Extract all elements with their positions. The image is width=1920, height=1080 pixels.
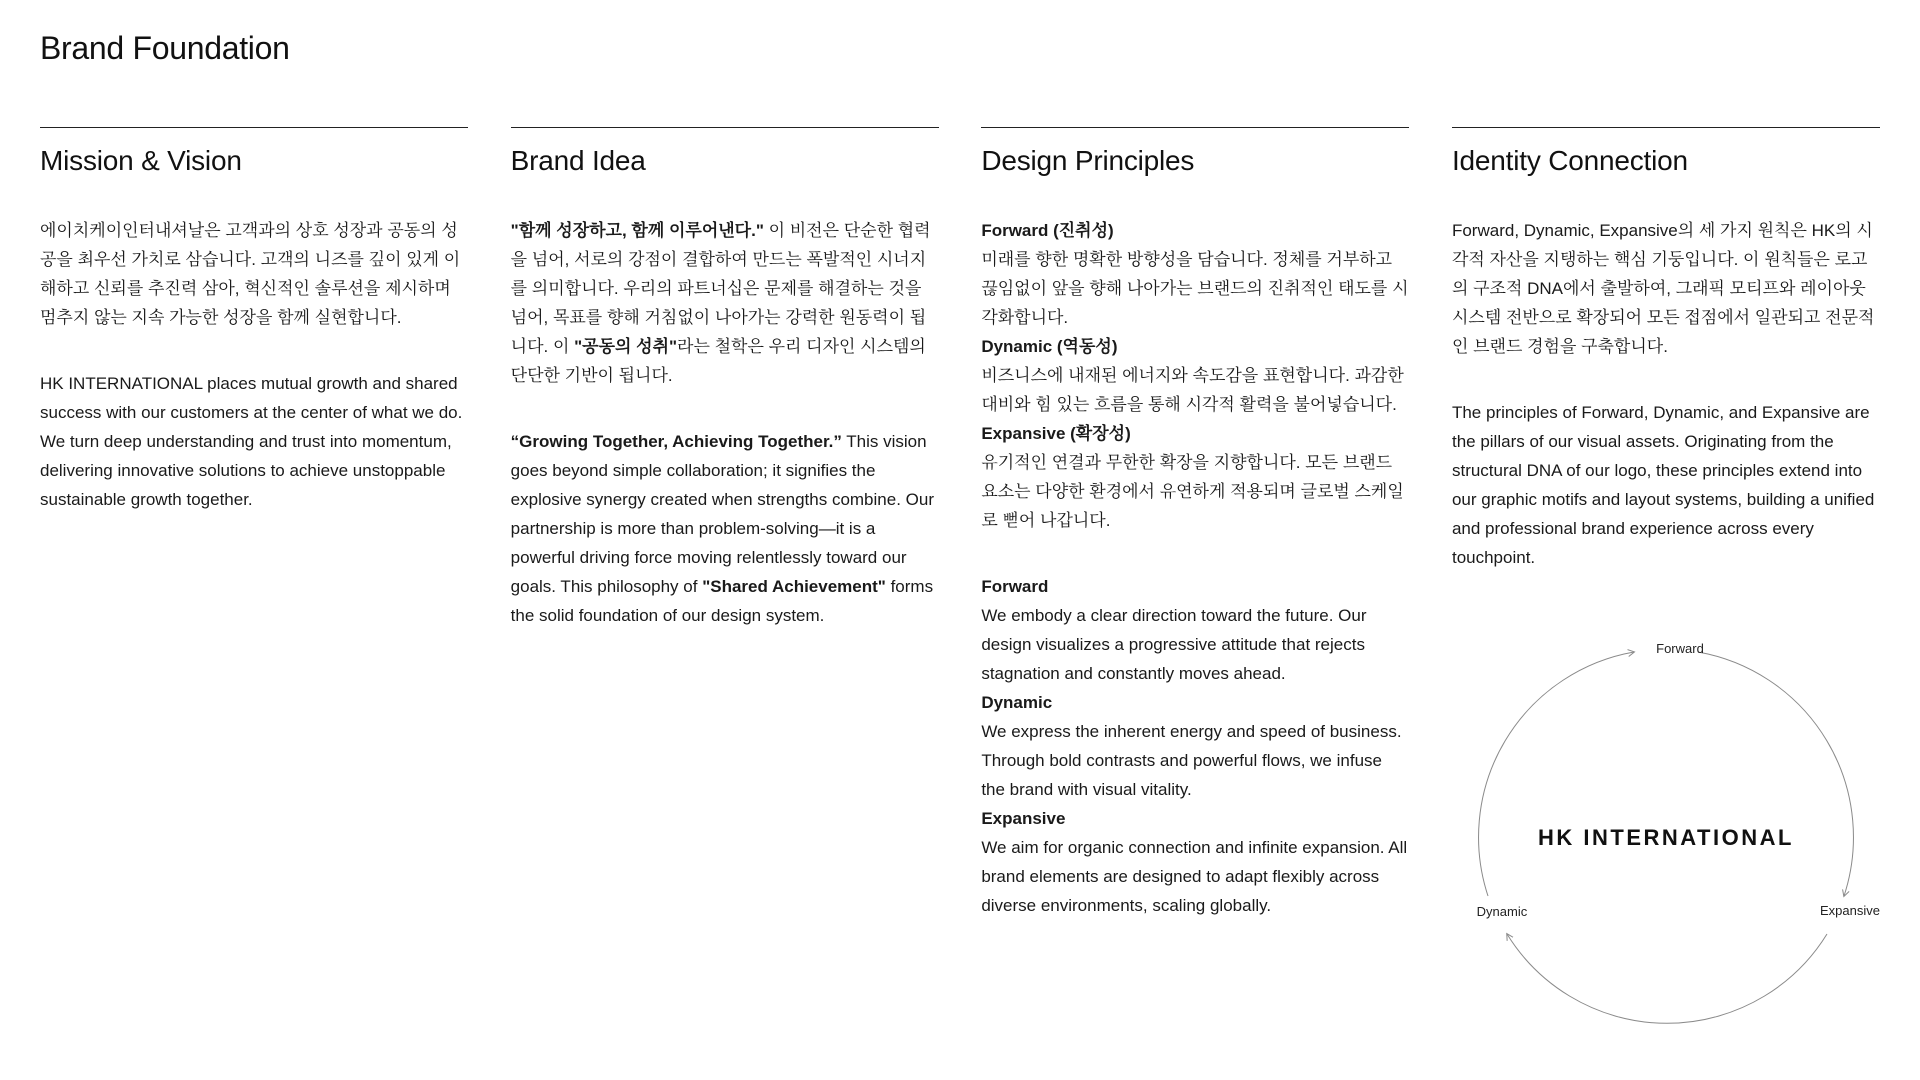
- identity-connection-column: [1452, 127, 1880, 1032]
- principle-en-title: Expansive: [981, 808, 1066, 828]
- principle-ko-title: Forward (진취성): [981, 220, 1114, 240]
- arc-expansive-to-dynamic: [1507, 934, 1827, 1023]
- diagram-label-expansive: Expansive: [1819, 902, 1880, 918]
- brand-idea-body: [511, 216, 939, 630]
- arc-forward-to-expansive: [1698, 652, 1853, 896]
- brand-idea-en-text-1: This vision goes beyond simple collaboration; it signifies the explosive synergy created when strengths combine. Our partnership is more than problem-solving—it is a powerful driving force moving relentlessly toward our goals. This philosophy of: [510, 431, 934, 596]
- principle-en-text: We embody a clear direction toward the future. Our design visualizes a progressive attitude that rejects stagnation and constantly moves ahead.: [981, 605, 1367, 683]
- principle-en-text: We aim for organic connection and infinite expansion. All brand elements are designed to adapt flexibly across diverse environments, scaling globally.: [981, 837, 1408, 915]
- brand-idea-ko-text-1: 이 비전은 단순한 협력을 넘어, 서로의 강점이 결합하여 만드는 폭발적인 시너지를 의미합니다. 우리의 파트너십은 문제를 해결하는 것을 넘어, 목표를 향해 거침없이 나아가는 강력한 원동력이 됩니다. 이: [510, 220, 931, 356]
- brand-idea-heading: Brand Idea: [510, 145, 646, 176]
- identity-cycle-diagram: [1452, 642, 1880, 1032]
- mission-heading: Mission & Vision: [40, 145, 242, 176]
- mission-body: [40, 216, 468, 514]
- principle-en-title: Forward: [981, 576, 1049, 596]
- principles-en-list: [981, 572, 1409, 920]
- identity-body: [1452, 216, 1880, 572]
- design-principles-heading: Design Principles: [981, 145, 1195, 176]
- mission-vision-column: [40, 127, 468, 1032]
- identity-heading: Identity Connection: [1451, 145, 1688, 176]
- identity-ko-text: Forward, Dynamic, Expansive의 세 가지 원칙은 HK의 시각적 자산을 지탱하는 핵심 기둥입니다. 이 원칙들은 로고의 구조적 DNA에서 출발하여, 그래픽 모티프와 레이아웃 시스템 전반으로 확장되어 모든 접점에서 일관되고 전문적인 브랜드 경험을 구축합니다.: [1451, 220, 1875, 356]
- principle-ko-text: 유기적인 연결과 무한한 확장을 지향합니다. 모든 브랜드 요소는 다양한 환경에서 유연하게 적용되며 글로벌 스케일로 뻗어 나갑니다.: [981, 452, 1404, 530]
- brand-idea-column: [511, 127, 939, 1032]
- principles-ko-list: [981, 216, 1409, 535]
- principle-ko-text: 비즈니스에 내재된 에너지와 속도감을 표현합니다. 과감한 대비와 힘 있는 흐름을 통해 시각적 활력을 불어넣습니다.: [981, 365, 1404, 414]
- page-title: Brand Foundation: [40, 30, 290, 66]
- principle-ko-title: Expansive (확장성): [981, 423, 1131, 443]
- design-principles-body: [981, 216, 1409, 920]
- brand-idea-ko-quote: "함께 성장하고, 함께 이루어낸다.": [510, 220, 764, 240]
- mission-en-text: HK INTERNATIONAL places mutual growth and shared success with our customers at the center of what we do. We turn deep understanding and trust into momentum, delivering innovative solutions to achieve unstoppable sustainable growth together.: [40, 373, 463, 509]
- brand-idea-en-quote: “Growing Together, Achieving Together.”: [510, 431, 842, 451]
- brand-idea-en-emphasis: "Shared Achievement": [702, 576, 886, 596]
- arc-dynamic-to-forward: [1479, 652, 1634, 896]
- identity-en-text: The principles of Forward, Dynamic, and Expansive are the pillars of our visual assets. Originating from the structural DNA of our logo, these principles extend into our graphic motifs and layout systems, building a unified and professional brand experience across every touchpoint.: [1451, 402, 1875, 567]
- brand-idea-ko-emphasis: "공동의 성취": [574, 336, 678, 356]
- design-principles-column: [981, 127, 1409, 1032]
- principle-en-text: We express the inherent energy and speed of business. Through bold contrasts and powerful flows, we infuse the brand with visual vitality.: [981, 721, 1402, 799]
- principle-en-title: Dynamic: [981, 692, 1053, 712]
- brand-idea-en-text-2: forms the solid foundation of our design system.: [510, 576, 934, 625]
- mission-ko-text: 에이치케이인터내셔날은 고객과의 상호 성장과 공동의 성공을 최우선 가치로 삼습니다. 고객의 니즈를 깊이 있게 이해하고 신뢰를 추진력 삼아, 혁신적인 솔루션을 제시하며 멈추지 않는 지속 가능한 성장을 함께 실현합니다.: [40, 220, 461, 327]
- principle-ko-title: Dynamic (역동성): [981, 336, 1118, 356]
- brand-idea-ko-paragraph: [511, 216, 939, 390]
- brand-idea-en-paragraph: [511, 427, 939, 630]
- diagram-center-wordmark: HK INTERNATIONAL: [1538, 824, 1794, 850]
- brand-idea-ko-text-2: 라는 철학은 우리 디자인 시스템의 단단한 기반이 됩니다.: [510, 336, 926, 385]
- columns: [40, 127, 1880, 1032]
- diagram-label-dynamic: Dynamic: [1476, 903, 1528, 919]
- diagram-label-forward: Forward: [1656, 640, 1704, 656]
- principle-ko-text: 미래를 향한 명확한 방향성을 담습니다. 정체를 거부하고 끊임없이 앞을 향해 나아가는 브랜드의 진취적인 태도를 시각화합니다.: [981, 249, 1409, 327]
